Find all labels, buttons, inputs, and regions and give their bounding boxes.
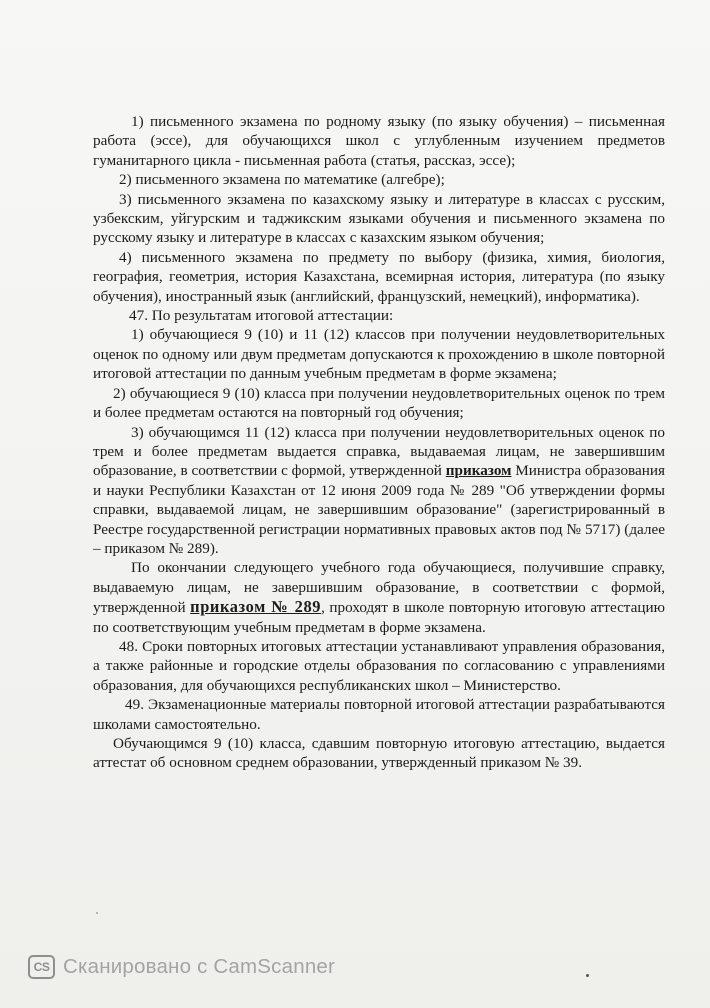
scan-speck (586, 974, 589, 977)
paragraph-after-47-text-end: , проходят в школе повторную итоговую аттестацию по соответствующим учебным предметам в форме экзамена. (93, 599, 665, 636)
camscanner-logo-icon: CS (28, 955, 55, 979)
final-paragraph: Обучающимся 9 (10) класса, сдавшим повторную итоговую аттестацию, выдается аттестат об основном среднем образовании, утвержденный приказом № 39. (93, 735, 665, 772)
paragraph-47-3-text-end: Министра образования и науки Республики Казахстан от 12 июня 2009 года № 289 "Об утверждении формы справки, выдаваемой лицам, не завершившим образование" (зарегистрированный в Реестре государственной регистрации нормативных правовых актов под № 5717) (далее – приказом № 289). (93, 462, 665, 557)
paragraph-item-3: 3) письменного экзамена по казахскому языку и литературе в классах с русским, узбекским, уйгурским и таджикским языками обучения и письменного экзамена по русскому языку и литературе в классах с казахским языком обучения; (93, 190, 665, 247)
order-link[interactable]: приказом (445, 462, 512, 480)
paragraph-after-47-text-start: По окончании следующего учебного года обучающиеся, получившие справку, выдаваемую лицам, не завершившим образование, в соответствии с формой, утвержденной (93, 559, 665, 617)
paragraph-item-2: 2) письменного экзамена по математике (алгебре); (119, 171, 445, 189)
watermark-text: Сканировано с CamScanner (63, 955, 336, 978)
paragraph-47-1: 1) обучающиеся 9 (10) и 11 (12) классов при получении неудовлетворительных оценок по одному или двум предметам допускаются к прохождению в школе повторной итоговой аттестации по данным учебным предметам в форме экзамена; (93, 326, 665, 383)
document-body (93, 112, 665, 773)
camscanner-watermark (28, 954, 335, 980)
order-289-link[interactable]: приказом № 289 (190, 597, 322, 617)
paragraph-item-1: 1) письменного экзамена по родному языку (по языку обучения) – письменная работа (эссе), для обучающихся школ с углубленным изучением предметов гуманитарного цикла - письменная работа (статья, рассказ, эссе); (93, 113, 665, 169)
section-49: 49. Экзаменационные материалы повторной итоговой аттестации разрабатываются школами самостоятельно. (93, 696, 665, 733)
paragraph-47-3 (93, 423, 665, 559)
paragraph-item-4: 4) письменного экзамена по предмету по выбору (физика, химия, биология, география, геометрия, история Казахстана, всемирная история, литература (по языку обучения), иностранный язык (английский, французский, немецкий), информатика). (93, 248, 665, 305)
section-47-heading: 47. По результатам итоговой аттестации: (129, 307, 394, 325)
scan-speck (96, 912, 98, 914)
paragraph-47-3-text-start: 3) обучающимся 11 (12) класса при получении неудовлетворительных оценок по трем и более предметам выдается справка, выдаваемая лицам, не завершившим образование, в соответствии с формой, утвержденной (93, 423, 665, 480)
section-48: 48. Сроки повторных итоговых аттестации устанавливают управления образования, а также районные и городские отделы образования по согласованию с управлениями образования, для обучающихся республиканских школ – Министерство. (93, 637, 665, 694)
paragraph-47-2: 2) обучающиеся 9 (10) класса при получении неудовлетворительных оценок по трем и более предметам остаются на повторный год обучения; (93, 384, 665, 422)
paragraph-after-47 (93, 558, 665, 637)
